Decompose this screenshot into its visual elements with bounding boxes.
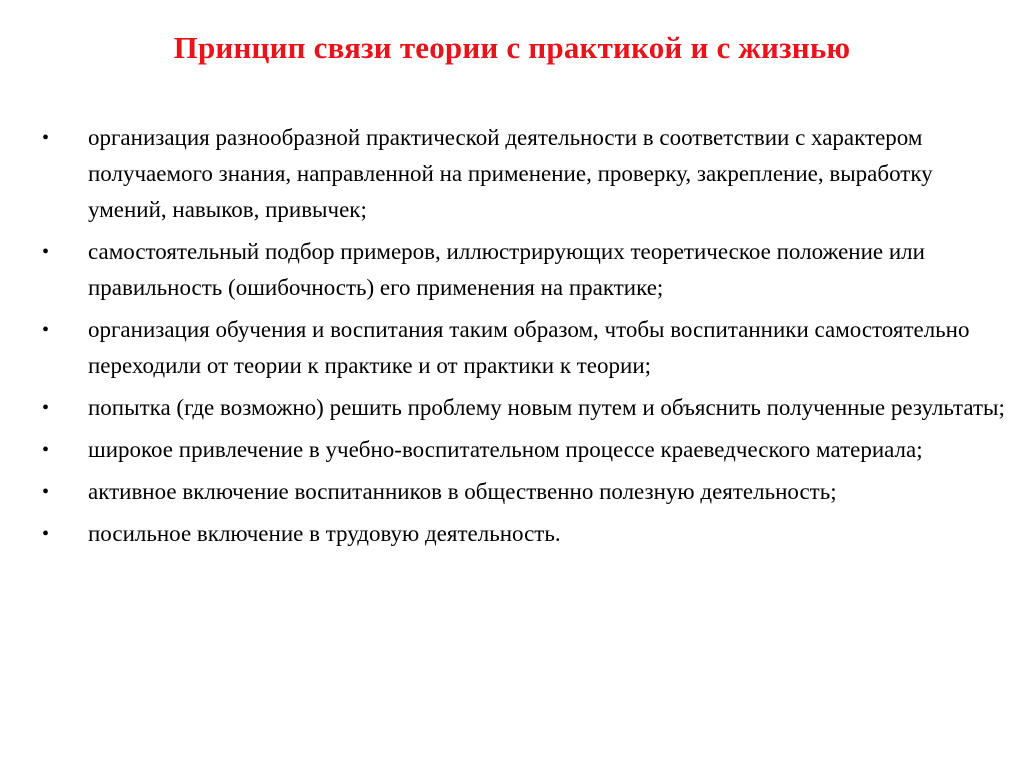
bullet-icon: • xyxy=(42,241,50,263)
bullet-icon: • xyxy=(42,481,50,503)
list-item xyxy=(38,432,1008,468)
list-item-text: попытка (где возможно) решить проблему новым путем и объяснить полученные результаты; xyxy=(88,395,1005,420)
list-item-text: широкое привлечение в учебно-воспитательном процессе краеведческого материала; xyxy=(88,437,923,462)
list-item-text: активное включение воспитанников в общественно полезную деятельность; xyxy=(88,479,837,504)
bullet-icon: • xyxy=(42,523,50,545)
list-item-text: самостоятельный подбор примеров, иллюстрирующих теоретическое положение или правильность (ошибочность) его применения на практике; xyxy=(88,239,925,300)
bullet-icon: • xyxy=(42,397,50,419)
list-item xyxy=(38,474,1008,510)
list-item xyxy=(38,234,1008,306)
bullet-icon: • xyxy=(42,319,50,341)
bullet-icon: • xyxy=(42,439,50,461)
list-item xyxy=(38,390,1008,426)
bullet-list xyxy=(38,120,1008,558)
list-item-text: посильное включение в трудовую деятельность. xyxy=(88,521,561,546)
list-item-text: организация обучения и воспитания таким образом, чтобы воспитанники самостоятельно переходили от теории к практике и от практики к теории; xyxy=(88,317,970,378)
list-item xyxy=(38,312,1008,384)
list-item-text: организация разнообразной практической деятельности в соответствии с характером получаемого знания, направленной на применение, проверку, закрепление, выработку умений, навыков, привычек; xyxy=(88,125,933,222)
list-item xyxy=(38,516,1008,552)
bullet-icon: • xyxy=(42,127,50,149)
list-item xyxy=(38,120,1008,228)
slide-title: Принцип связи теории с практикой и с жизнью xyxy=(173,30,851,65)
